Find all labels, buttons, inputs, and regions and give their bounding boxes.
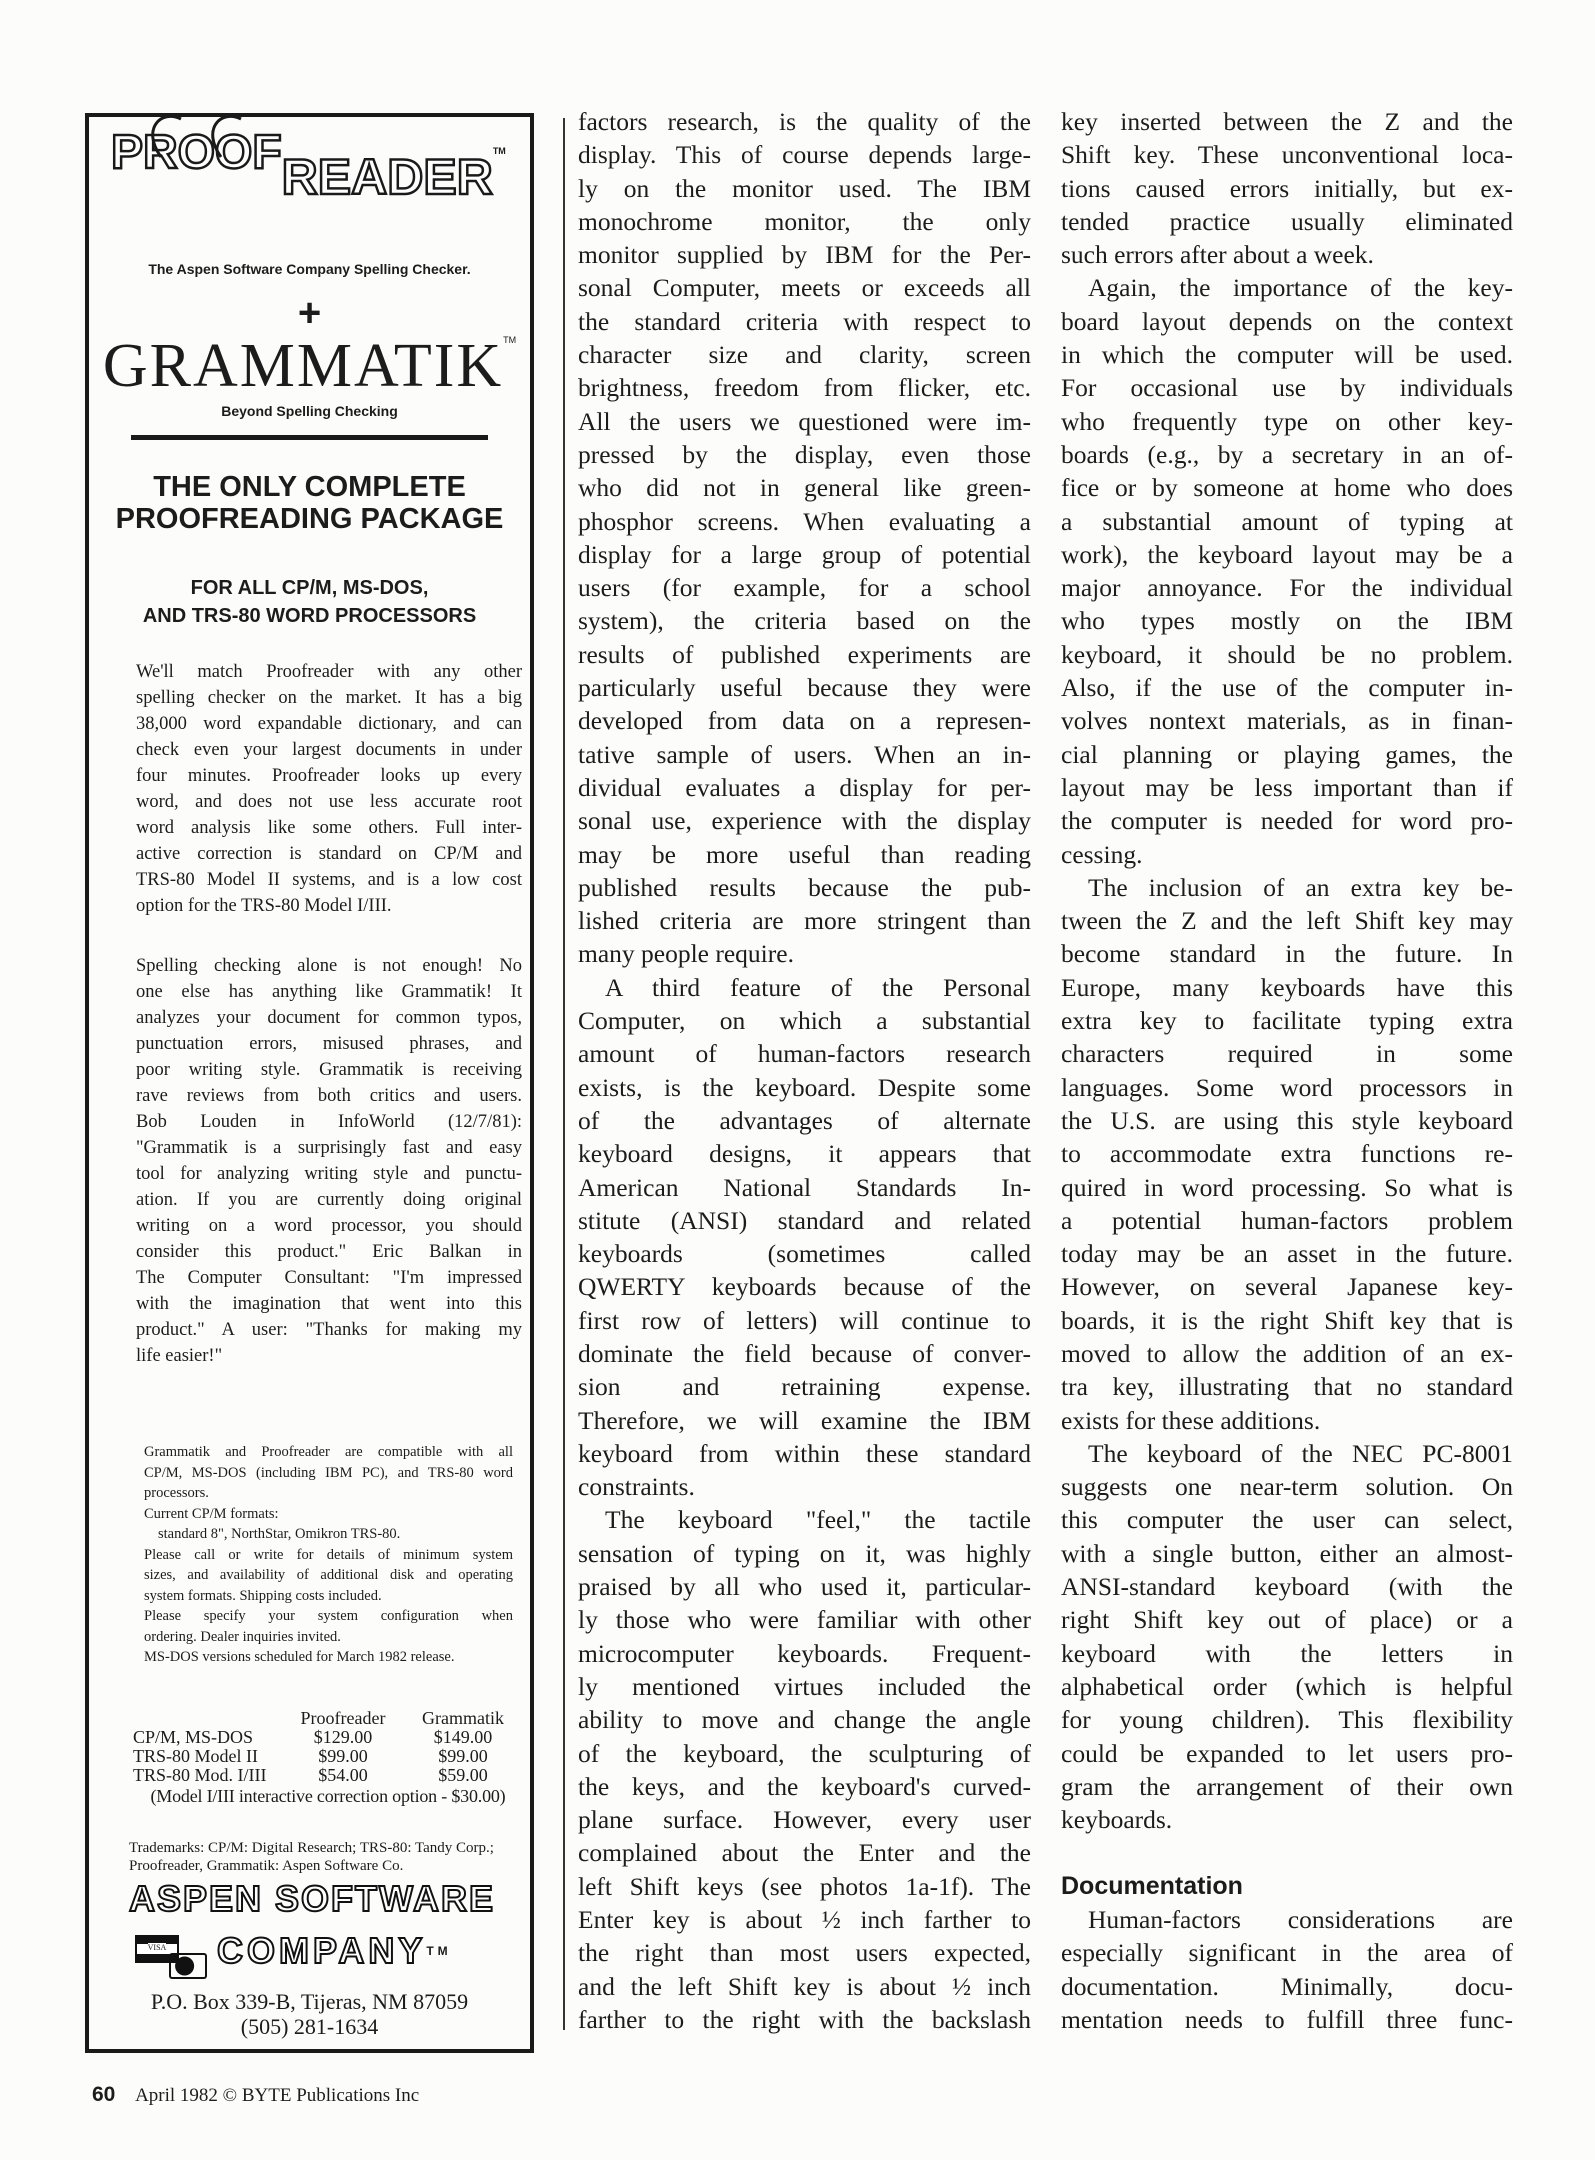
article-line: in which the computer will be used. bbox=[1061, 340, 1513, 370]
article-line: sensation of typing on it, was highly bbox=[578, 1538, 1031, 1568]
article-line: the keys, and the keyboard's curved- bbox=[578, 1771, 1031, 1801]
fine-print-line: sizes, and availability of additional disk and operating bbox=[144, 1567, 513, 1583]
article-paragraph bbox=[1061, 271, 1513, 870]
trademarks-line: Proofreader, Grammatik: Aspen Software Co. bbox=[129, 1858, 404, 1874]
article-line: amount of human-factors research bbox=[578, 1039, 1031, 1069]
article-line: keyboards. bbox=[1061, 1805, 1173, 1835]
ad-body-line: product." A user: "Thanks for making my bbox=[136, 1320, 522, 1340]
article-column bbox=[578, 105, 1031, 2036]
article-line: lished criteria are more stringent than bbox=[578, 906, 1031, 936]
price-cell: Proofreader bbox=[300, 1708, 386, 1728]
ad-subheadline bbox=[89, 574, 530, 630]
price-cell: Grammatik bbox=[422, 1708, 504, 1728]
section-heading: Documentation bbox=[1061, 1871, 1243, 1900]
article-line: ability to move and change the angle bbox=[578, 1705, 1031, 1735]
ad-body-line: consider this product." Eric Balkan in bbox=[136, 1242, 522, 1262]
article-line: users (for example, for a school bbox=[578, 573, 1031, 603]
article-line: tended practice usually eliminated bbox=[1061, 206, 1513, 236]
trademarks-line: Trademarks: CP/M: Digital Research; TRS-80: Tandy Corp.; bbox=[129, 1840, 494, 1856]
article-line: display for a large group of potential bbox=[578, 539, 1031, 569]
headline-line: THE ONLY COMPLETE bbox=[153, 471, 466, 503]
article-line: right Shift key out of place) or a bbox=[1061, 1605, 1513, 1635]
ad-body-line: rave reviews from both critics and users. bbox=[136, 1086, 522, 1106]
article-line: this computer the user can select, bbox=[1061, 1505, 1513, 1535]
ad-body-line: punctuation errors, misused phrases, and bbox=[136, 1034, 522, 1054]
aspen-software-logo: ASPEN SOFTWARE bbox=[129, 1878, 496, 1919]
price-cell: TRS-80 Mod. I/III bbox=[133, 1765, 267, 1785]
article-line: constraints. bbox=[578, 1472, 695, 1502]
article-line: Therefore, we will examine the IBM bbox=[578, 1405, 1031, 1435]
subheadline-line: FOR ALL CP/M, MS-DOS, bbox=[190, 577, 429, 599]
proofreader-tagline: The Aspen Software Company Spelling Checker. bbox=[148, 261, 471, 277]
article-line: Computer, on which a substantial bbox=[578, 1006, 1031, 1036]
proofreader-logo bbox=[111, 123, 506, 205]
article-line: The keyboard "feel," the tactile bbox=[605, 1505, 1031, 1535]
price-cell: TRS-80 Model II bbox=[133, 1746, 258, 1766]
grammatik-tagline: Beyond Spelling Checking bbox=[221, 403, 398, 419]
ad-body-paragraph bbox=[136, 659, 522, 919]
headline-line: PROOFREADING PACKAGE bbox=[115, 503, 504, 535]
ad-body-line: ation. If you are currently doing original bbox=[136, 1190, 522, 1210]
company-logo-line2 bbox=[217, 1931, 452, 1971]
price-table-row bbox=[133, 1747, 523, 1766]
article-line: sonal use, experience with the display bbox=[578, 806, 1031, 836]
article-line: microcomputer keyboards. Frequent- bbox=[578, 1638, 1031, 1668]
price-table-row bbox=[133, 1766, 523, 1785]
ad-body-line: spelling checker on the market. It has a big bbox=[136, 688, 522, 708]
article-line: published results because the pub- bbox=[578, 872, 1031, 902]
article-line: keyboards (sometimes called bbox=[578, 1239, 1031, 1269]
fine-print-line: CP/M, MS-DOS (including IBM PC), and TRS-80 word bbox=[144, 1464, 513, 1481]
article-line: left Shift keys (see photos 1a-1f). The bbox=[578, 1871, 1031, 1901]
price-cell: $99.00 bbox=[318, 1746, 368, 1766]
article-line: for young children). This flexibility bbox=[1061, 1705, 1513, 1735]
article-line: keyboard from within these standard bbox=[578, 1438, 1031, 1468]
article-line: monochrome monitor, the only bbox=[578, 206, 1031, 236]
trademarks bbox=[129, 1839, 529, 1875]
article-line: ly those who were familiar with other bbox=[578, 1605, 1031, 1635]
article-line: languages. Some word processors in bbox=[1061, 1072, 1513, 1102]
page-number: 60 bbox=[92, 2083, 116, 2106]
article-paragraph bbox=[578, 1503, 1031, 2036]
divider-rule bbox=[131, 435, 488, 440]
article-line: alphabetical order (which is helpful bbox=[1061, 1671, 1513, 1701]
company-address bbox=[89, 1989, 530, 2039]
article-line: complained about the Enter and the bbox=[578, 1838, 1031, 1868]
article-line: the standard criteria with respect to bbox=[578, 306, 1031, 336]
article-line: suggests one near-term solution. On bbox=[1061, 1472, 1513, 1502]
article-line: and the left Shift key is about ½ inch bbox=[578, 1971, 1031, 2001]
article-line: especially significant in the area of bbox=[1061, 1938, 1513, 1968]
article-line: praised by all who used it, particular- bbox=[578, 1572, 1031, 1602]
article-line: dividual evaluates a display for per- bbox=[578, 772, 1031, 802]
article-line: results of published experiments are bbox=[578, 639, 1031, 669]
article-line: Also, if the use of the computer in- bbox=[1061, 673, 1513, 703]
article-line: cessing. bbox=[1061, 839, 1143, 869]
fine-print-line: Current CP/M formats: bbox=[144, 1505, 279, 1522]
fine-print-line: standard 8", NorthStar, Omikron TRS-80. bbox=[158, 1526, 401, 1542]
article-line: ANSI-standard keyboard (with the bbox=[1061, 1572, 1513, 1602]
article-line: the U.S. are using this style keyboard bbox=[1061, 1105, 1513, 1135]
fine-print-line: processors. bbox=[144, 1485, 209, 1501]
price-cell: $99.00 bbox=[438, 1746, 488, 1766]
article-line: dominate the field because of conver- bbox=[578, 1338, 1031, 1368]
article-line: who types mostly on the IBM bbox=[1061, 606, 1513, 636]
fine-print-line: Please call or write for details of minimum system bbox=[144, 1546, 513, 1563]
article-line: characters required in some bbox=[1061, 1039, 1513, 1069]
price-note: (Model I/III interactive correction option - $30.00) bbox=[150, 1786, 506, 1806]
article-line: All the users we questioned were im- bbox=[578, 406, 1031, 436]
ad-body-line: Spelling checking alone is not enough! No bbox=[136, 956, 522, 976]
article-line: ly mentioned virtues included the bbox=[578, 1671, 1031, 1701]
article-line: QWERTY keyboards because of the bbox=[578, 1272, 1031, 1302]
article-line: sonal Computer, meets or exceeds all bbox=[578, 273, 1031, 303]
fine-print-line: MS-DOS versions scheduled for March 1982 release. bbox=[144, 1649, 455, 1665]
price-table-row bbox=[133, 1728, 523, 1747]
article-line: tions caused errors initially, but ex- bbox=[1061, 173, 1513, 203]
article-line: boards, it is the right Shift key that is bbox=[1061, 1305, 1513, 1335]
price-table-header bbox=[133, 1709, 523, 1728]
ad-body-line: option for the TRS-80 Model I/III. bbox=[136, 896, 392, 916]
article-line: today may be an asset in the future. bbox=[1061, 1239, 1513, 1269]
article-line: become standard in the future. In bbox=[1061, 939, 1513, 969]
article-paragraph bbox=[578, 971, 1031, 1504]
ad-body-line: Bob Louden in InfoWorld (12/7/81): bbox=[136, 1112, 522, 1132]
article-line: many people require. bbox=[578, 939, 794, 969]
column-divider bbox=[563, 118, 565, 2030]
price-cell: $54.00 bbox=[318, 1765, 368, 1785]
subheadline-line: AND TRS-80 WORD PROCESSORS bbox=[142, 605, 477, 627]
article-paragraph bbox=[1061, 105, 1513, 271]
mastercard-icon bbox=[169, 1953, 207, 1979]
article-line: quired in word processing. So what is bbox=[1061, 1172, 1513, 1202]
article-line: the computer is needed for word pro- bbox=[1061, 806, 1513, 836]
ad-body-line: tool for analyzing writing style and punctu- bbox=[136, 1164, 522, 1184]
article-line: For occasional use by individuals bbox=[1061, 373, 1513, 403]
ad-body-line: four minutes. Proofreader looks up every bbox=[136, 766, 522, 786]
fine-print-line: Please specify your system configuration when bbox=[144, 1608, 513, 1624]
article-line: the right than most users expected, bbox=[578, 1938, 1031, 1968]
fine-print-line: system formats. Shipping costs included. bbox=[144, 1587, 382, 1604]
article-line: display. This of course depends large- bbox=[578, 140, 1031, 170]
ad-body-line: We'll match Proofreader with any other bbox=[136, 662, 522, 682]
article-line: However, on several Japanese key- bbox=[1061, 1272, 1513, 1302]
price-cell: CP/M, MS-DOS bbox=[133, 1727, 254, 1747]
article-line: keyboard with the letters in bbox=[1061, 1638, 1513, 1668]
article-line: factors research, is the quality of the bbox=[578, 107, 1031, 136]
fine-print-line: Grammatik and Proofreader are compatible with all bbox=[144, 1444, 513, 1460]
page-footer bbox=[92, 2083, 419, 2107]
ad-body-line: word, and does not use less accurate root bbox=[136, 792, 522, 812]
article-line: tra key, illustrating that no standard bbox=[1061, 1372, 1513, 1402]
article-line: pressed by the display, even those bbox=[578, 439, 1031, 469]
article-paragraph bbox=[578, 105, 1031, 971]
ad-body-line: life easier!" bbox=[136, 1346, 223, 1366]
trademark-mark: TM bbox=[492, 146, 506, 156]
article-line: stitute (ANSI) standard and related bbox=[578, 1205, 1031, 1235]
article-line: major annoyance. For the individual bbox=[1061, 573, 1513, 603]
grammatik-logo bbox=[89, 332, 530, 400]
article-line: particularly useful because they were bbox=[578, 673, 1031, 703]
plus-sign: + bbox=[297, 291, 322, 335]
article-line: boards (e.g., by a secretary in an of- bbox=[1061, 439, 1513, 469]
article-line: to accommodate extra functions re- bbox=[1061, 1139, 1513, 1169]
article-line: character size and clarity, screen bbox=[578, 340, 1031, 370]
ad-body-line: word analysis like some others. Full inter- bbox=[136, 818, 522, 838]
article-line: board layout depends on the context bbox=[1061, 306, 1513, 336]
article-line: who frequently type on other key- bbox=[1061, 406, 1513, 436]
ad-body-line: check even your largest documents in under bbox=[136, 740, 522, 760]
ad-body-line: poor writing style. Grammatik is receiving bbox=[136, 1060, 522, 1080]
article-line: moved to allow the addition of an ex- bbox=[1061, 1338, 1513, 1368]
publication-credit: April 1982 © BYTE Publications Inc bbox=[135, 2085, 420, 2106]
ad-body-line: active correction is standard on CP/M and bbox=[136, 844, 522, 864]
article-line: key inserted between the Z and the bbox=[1061, 107, 1513, 136]
visa-label: VISA bbox=[147, 1943, 167, 1952]
ad-body-paragraph bbox=[136, 953, 522, 1369]
article-line: Enter key is about ½ inch farther to bbox=[578, 1905, 1031, 1935]
article-line: cial planning or playing games, the bbox=[1061, 739, 1513, 769]
article-line: keyboard, it should be no problem. bbox=[1061, 639, 1513, 669]
price-cell: $129.00 bbox=[313, 1727, 373, 1747]
article-line: gram the arrangement of their own bbox=[1061, 1771, 1513, 1801]
article-line: tative sample of users. When an in- bbox=[578, 739, 1031, 769]
article-line: a substantial amount of typing at bbox=[1061, 506, 1513, 536]
article-line: monitor supplied by IBM for the Per- bbox=[578, 240, 1031, 270]
article-line: Shift key. These unconventional loca- bbox=[1061, 140, 1513, 170]
ad-body-line: TRS-80 Model II systems, and is a low cost bbox=[136, 870, 522, 890]
article-line: keyboard designs, it appears that bbox=[578, 1139, 1031, 1169]
fine-print-line: ordering. Dealer inquiries invited. bbox=[144, 1628, 341, 1645]
article-line: system), the criteria based on the bbox=[578, 606, 1031, 636]
trademark-mark: TM bbox=[503, 335, 517, 345]
article-line: brightness, freedom from flicker, etc. bbox=[578, 373, 1031, 403]
article-line: American National Standards In- bbox=[578, 1172, 1031, 1202]
article-line: volves nontext materials, as in finan- bbox=[1061, 706, 1513, 736]
advertisement bbox=[85, 113, 534, 2053]
article-line: work), the keyboard layout may be a bbox=[1061, 539, 1513, 569]
article-line: sion and retraining expense. bbox=[578, 1372, 1031, 1402]
ad-body-line: "Grammatik is a surprisingly fast and easy bbox=[136, 1138, 522, 1158]
article-line: A third feature of the Personal bbox=[605, 972, 1031, 1002]
article-line: exists for these additions. bbox=[1061, 1405, 1321, 1435]
article-line: layout may be less important than if bbox=[1061, 772, 1513, 802]
company-word: COMPANY bbox=[217, 1930, 427, 1971]
proofreader-logo-part2: READER bbox=[281, 149, 493, 205]
trademark-mark: TM bbox=[426, 1944, 452, 1958]
article-line: farther to the right with the backslash bbox=[578, 2004, 1031, 2034]
phone-number: (505) 281-1634 bbox=[240, 2014, 379, 2039]
article-paragraph bbox=[1061, 871, 1513, 1437]
article-line: a potential human-factors problem bbox=[1061, 1205, 1513, 1235]
price-cell: $59.00 bbox=[438, 1765, 488, 1785]
article-column bbox=[1061, 105, 1513, 2036]
price-cell: $149.00 bbox=[433, 1727, 493, 1747]
address-line: P.O. Box 339-B, Tijeras, NM 87059 bbox=[150, 1989, 469, 2014]
article-line: Again, the importance of the key- bbox=[1088, 273, 1513, 303]
article-line: documentation. Minimally, docu- bbox=[1061, 1971, 1513, 2001]
article-line: who did not in general like green- bbox=[578, 473, 1031, 503]
ad-body-line: with the imagination that went into this bbox=[136, 1294, 522, 1314]
ad-body-line: The Computer Consultant: "I'm impressed bbox=[136, 1268, 522, 1288]
article-line: of the advantages of alternate bbox=[578, 1105, 1031, 1135]
article-line: such errors after about a week. bbox=[1061, 240, 1374, 270]
ad-fine-print bbox=[144, 1442, 513, 1668]
ad-headline bbox=[89, 471, 530, 535]
article-line: tween the Z and the left Shift key may bbox=[1061, 906, 1513, 936]
ad-body-line: 38,000 word expandable dictionary, and can bbox=[136, 714, 522, 734]
article-line: exists, is the keyboard. Despite some bbox=[578, 1072, 1031, 1102]
article-line: with a single button, either an almost- bbox=[1061, 1538, 1513, 1568]
article-line: phosphor screens. When evaluating a bbox=[578, 506, 1031, 536]
ad-body-line: analyzes your document for common typos, bbox=[136, 1008, 522, 1028]
price-table bbox=[133, 1709, 523, 1806]
article-line: extra key to facilitate typing extra bbox=[1061, 1006, 1513, 1036]
article-line: Human-factors considerations are bbox=[1088, 1905, 1513, 1935]
article-line: The inclusion of an extra key be- bbox=[1088, 872, 1513, 902]
article-line: first row of letters) will continue to bbox=[578, 1305, 1031, 1335]
ad-body-line: writing on a word processor, you should bbox=[136, 1216, 522, 1236]
article-line: of the keyboard, the sculpturing of bbox=[578, 1738, 1031, 1768]
article-line: fice or by someone at home who does bbox=[1061, 473, 1513, 503]
proofreader-logo-part1: PROOF bbox=[111, 126, 282, 179]
article-line: The keyboard of the NEC PC-8001 bbox=[1088, 1438, 1513, 1468]
article-line: developed from data on a represen- bbox=[578, 706, 1031, 736]
article-line: Europe, many keyboards have this bbox=[1061, 972, 1513, 1002]
article-paragraph bbox=[1061, 1903, 1513, 2036]
article-line: mentation needs to fulfill three func- bbox=[1061, 2004, 1513, 2034]
article-line: may be more useful than reading bbox=[578, 839, 1031, 869]
grammatik-logo-text: GRAMMATIK bbox=[102, 332, 504, 400]
article-line: plane surface. However, every user bbox=[578, 1805, 1031, 1835]
article-paragraph bbox=[1061, 1437, 1513, 1837]
ad-body-line: one else has anything like Grammatik! It bbox=[136, 982, 522, 1002]
article-line: could be expanded to let users pro- bbox=[1061, 1738, 1513, 1768]
article-line: ly on the monitor used. The IBM bbox=[578, 173, 1031, 203]
